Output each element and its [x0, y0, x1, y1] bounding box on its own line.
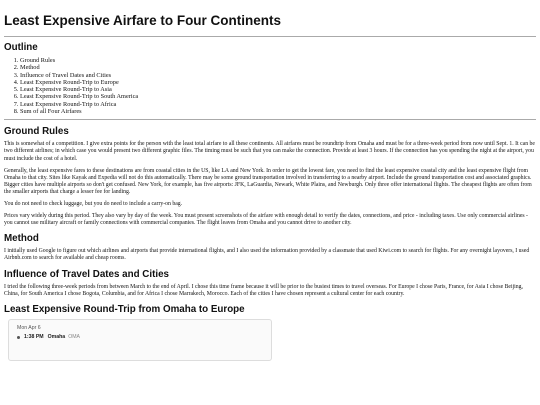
outline-item[interactable] [20, 101, 536, 108]
outline-heading: Outline [4, 42, 38, 53]
ground-rules-section [4, 126, 536, 227]
outline-link[interactable]: Sum of all Four Airfares [20, 108, 82, 116]
outline-item[interactable] [20, 86, 536, 93]
outline-link[interactable]: Least Expensive Round-Trip to Asia [20, 86, 112, 94]
outline-link[interactable]: Least Expensive Round-Trip to South America [20, 93, 139, 101]
outline-item[interactable] [20, 72, 536, 79]
departure-city: Omaha [47, 333, 66, 340]
outline-link[interactable]: Ground Rules [20, 57, 56, 64]
influence-paragraph: I tried the following three-week periods from between March to the end of April. I chose this time frame because it will be prior to the busiest times to travel overseas. For Europe I chose Paris, France, for Asia I chose Beijing, China, for South America I chose Bogota, Columbia, and for Africa I chose Marrakech, Morocco. Each of the cities I have chosen represent a cultural center for each country. [4, 283, 523, 297]
method-paragraph: I initially used Google to figure out which airlines and airports that provide international flights, and I also used the information provided by a classmate that used Kiwi.com to search for flights. For any overnight layovers, I used Airbnb.com to search for available and cheap rooms. [4, 248, 530, 262]
outline-item[interactable] [20, 64, 536, 71]
ground-rules-paragraph: Prices vary widely during this period. They also vary by day of the week. You must present screenshots of the airfare with enough detail to verify the dates, connections, and price - including taxes. Use only commercial airlines - you cannot use military aircraft or family connections with commercial companies. The flight leaves from Omaha and you cannot drive to another city. [4, 213, 528, 227]
flight-date: Mon Apr 6 [17, 324, 41, 331]
method-heading: Method [4, 233, 39, 245]
ground-rules-paragraph: This is somewhat of a competition. I give extra points for the person with the least total airfare to all these continents. All airfares must be roundtrip from Omaha and must be for a three-week period from now until Sept. 1. It can be two different airlines; in which case you would present two different graphic files. The timing must be such that you can make the connection. Provide at least 3 hours. If the connection has you spending the night at the airport, you must include the cost of a hotel. [4, 141, 535, 162]
ground-rules-paragraph: You do not need to check luggage, but you do need to include a carry-on bag. [4, 201, 183, 208]
outline-item[interactable] [20, 79, 536, 86]
europe-section [4, 304, 536, 361]
outline-item[interactable] [20, 57, 536, 64]
outline-link[interactable]: Least Expensive Round-Trip to Europe [20, 78, 119, 86]
flight-screenshot [8, 319, 272, 361]
departure-airport-code: OMA [68, 333, 81, 340]
outline-link[interactable]: Least Expensive Round-Trip to Africa [20, 100, 117, 108]
outline-item[interactable] [20, 93, 536, 100]
outline-list [4, 57, 536, 115]
influence-section [4, 269, 536, 298]
page-title: Least Expensive Airfare to Four Continents [4, 13, 282, 28]
ground-rules-heading: Ground Rules [4, 126, 69, 138]
flight-departure-row [9, 332, 271, 341]
influence-heading: Influence of Travel Dates and Cities [4, 268, 169, 280]
departure-time: 1:38 PM [24, 333, 44, 340]
outline-link[interactable]: Influence of Travel Dates and Cities [20, 71, 112, 79]
europe-heading: Least Expensive Round-Trip from Omaha to Europe [4, 303, 245, 315]
outline-item[interactable] [20, 108, 536, 115]
outline-divider [4, 119, 536, 120]
outline-link[interactable]: Method [20, 64, 40, 72]
method-section [4, 233, 536, 262]
ground-rules-paragraph: Generally, the least expensive fares to these destinations are from coastal cities in the US, like LA and New York. In order to get the lowest fare, you need to find the least expensive coastal city and the least expensive flight from Omaha to that city. Sites like Kayak and Expedia will not do this automatically. There may be some ground transportation involved in transferring to a nearby airport. Include the ground transportation cost and associated graphics. Bigger cities have multiple airports so don't get confused. New York, for example, has five airports: JFK, LaGuardia, Newark, White Plains, and Newburgh. Only three offer international flights. The cheapest flights are often from the smaller airports that charge a lesser fee for landing. [4, 167, 532, 195]
timeline-dot-icon [17, 336, 20, 339]
title-divider [4, 36, 536, 37]
